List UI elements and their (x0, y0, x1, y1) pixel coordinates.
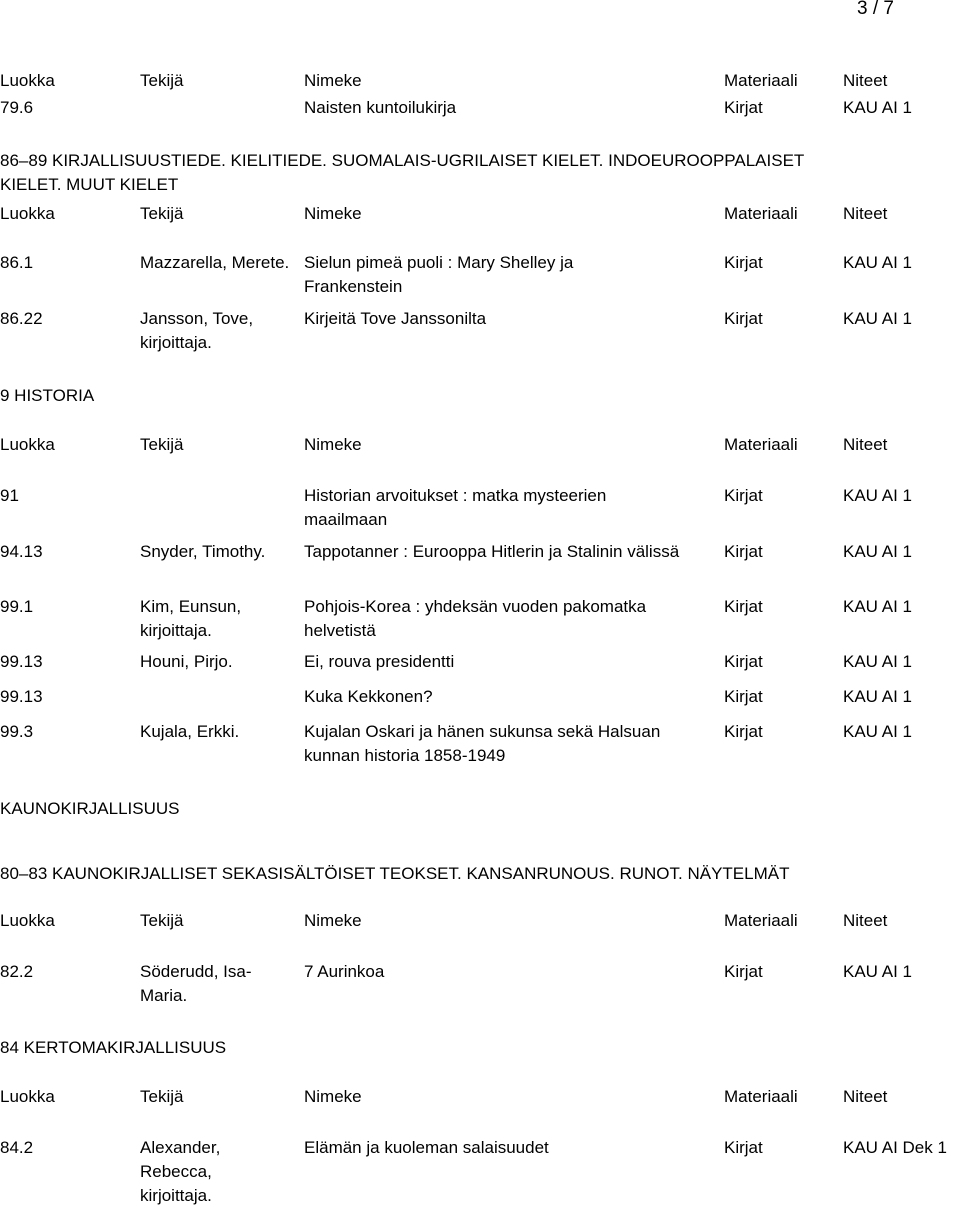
cell-niteet: KAU AI 1 (843, 253, 912, 272)
cell-nimeke: Naisten kuntoilukirja (304, 98, 457, 117)
header-niteet: Niteet (843, 204, 888, 223)
cell-materiaali: Kirjat (724, 597, 763, 616)
header-niteet: Niteet (843, 435, 888, 454)
cell-nimeke: Kujalan Oskari ja hänen sukunsa sekä Halsuan kunnan historia 1858-1949 (304, 722, 661, 765)
cell-tekija: Alexander, Rebecca, kirjoittaja. (140, 1138, 221, 1205)
cell-niteet: KAU AI 1 (843, 652, 912, 671)
cell-luokka: 82.2 (0, 962, 34, 981)
cell-materiaali: Kirjat (724, 652, 763, 671)
header-luokka: Luokka (0, 435, 55, 454)
cell-nimeke: Historian arvoitukset : matka mysteerien maailmaan (304, 486, 607, 529)
header-tekija: Tekijä (140, 71, 184, 90)
cell-niteet: KAU AI 1 (843, 98, 912, 117)
cell-materiaali: Kirjat (724, 253, 763, 272)
page-number: 3 / 7 (857, 0, 894, 19)
cell-tekija: Snyder, Timothy. (140, 542, 266, 561)
cell-tekija: Mazzarella, Merete. (140, 253, 290, 272)
section-heading: 9 HISTORIA (0, 386, 95, 405)
cell-tekija: Kujala, Erkki. (140, 722, 240, 741)
section-heading: 84 KERTOMAKIRJALLISUUS (0, 1038, 227, 1057)
header-nimeke: Nimeke (304, 1087, 362, 1106)
cell-luokka: 86.1 (0, 253, 34, 272)
cell-materiaali: Kirjat (724, 486, 763, 505)
header-tekija: Tekijä (140, 1087, 184, 1106)
cell-luokka: 99.13 (0, 652, 43, 671)
cell-niteet: KAU AI 1 (843, 542, 912, 561)
cell-luokka: 99.1 (0, 597, 34, 616)
header-niteet: Niteet (843, 1087, 888, 1106)
cell-luokka: 99.3 (0, 722, 34, 741)
header-niteet: Niteet (843, 71, 888, 90)
cell-materiaali: Kirjat (724, 98, 763, 117)
cell-luokka: 84.2 (0, 1138, 34, 1157)
header-materiaali: Materiaali (724, 204, 798, 223)
header-materiaali: Materiaali (724, 435, 798, 454)
cell-nimeke: Ei, rouva presidentti (304, 652, 455, 671)
header-nimeke: Nimeke (304, 71, 362, 90)
header-materiaali: Materiaali (724, 911, 798, 930)
cell-materiaali: Kirjat (724, 962, 763, 981)
header-luokka: Luokka (0, 911, 55, 930)
cell-materiaali: Kirjat (724, 309, 763, 328)
cell-nimeke: Tappotanner : Eurooppa Hitlerin ja Stalinin välissä (304, 542, 680, 561)
header-luokka: Luokka (0, 1087, 55, 1106)
cell-tekija: Kim, Eunsun, kirjoittaja. (140, 597, 242, 640)
cell-nimeke: Sielun pimeä puoli : Mary Shelley ja Frankenstein (304, 253, 574, 296)
cell-nimeke: Kirjeitä Tove Janssonilta (304, 309, 487, 328)
cell-luokka: 79.6 (0, 98, 34, 117)
header-luokka: Luokka (0, 71, 55, 90)
cell-materiaali: Kirjat (724, 542, 763, 561)
cell-niteet: KAU AI Dek 1 (843, 1138, 947, 1157)
section-heading: 80–83 KAUNOKIRJALLISET SEKASISÄLTÖISET TEOKSET. KANSANRUNOUS. RUNOT. NÄYTELMÄT (0, 864, 790, 883)
header-nimeke: Nimeke (304, 435, 362, 454)
cell-niteet: KAU AI 1 (843, 722, 912, 741)
header-nimeke: Nimeke (304, 204, 362, 223)
cell-luokka: 94.13 (0, 542, 43, 561)
header-materiaali: Materiaali (724, 71, 798, 90)
header-tekija: Tekijä (140, 911, 184, 930)
cell-materiaali: Kirjat (724, 722, 763, 741)
section-heading: 86–89 KIRJALLISUUSTIEDE. KIELITIEDE. SUOMALAIS-UGRILAISET KIELET. INDOEUROOPPALAISET KIELET. MUUT KIELET (0, 151, 804, 194)
cell-tekija: Jansson, Tove, kirjoittaja. (140, 309, 254, 352)
cell-niteet: KAU AI 1 (843, 687, 912, 706)
header-tekija: Tekijä (140, 435, 184, 454)
cell-materiaali: Kirjat (724, 1138, 763, 1157)
cell-nimeke: Elämän ja kuoleman salaisuudet (304, 1138, 549, 1157)
cell-nimeke: 7 Aurinkoa (304, 962, 385, 981)
cell-niteet: KAU AI 1 (843, 962, 912, 981)
cell-niteet: KAU AI 1 (843, 597, 912, 616)
section-heading: KAUNOKIRJALLISUUS (0, 799, 180, 818)
cell-materiaali: Kirjat (724, 687, 763, 706)
cell-luokka: 91 (0, 486, 19, 505)
cell-luokka: 86.22 (0, 309, 43, 328)
cell-tekija: Houni, Pirjo. (140, 652, 233, 671)
header-nimeke: Nimeke (304, 911, 362, 930)
header-tekija: Tekijä (140, 204, 184, 223)
cell-tekija: Söderudd, Isa-Maria. (140, 962, 252, 1005)
header-materiaali: Materiaali (724, 1087, 798, 1106)
cell-niteet: KAU AI 1 (843, 309, 912, 328)
header-luokka: Luokka (0, 204, 55, 223)
cell-nimeke: Kuka Kekkonen? (304, 687, 433, 706)
cell-luokka: 99.13 (0, 687, 43, 706)
cell-niteet: KAU AI 1 (843, 486, 912, 505)
header-niteet: Niteet (843, 911, 888, 930)
cell-nimeke: Pohjois-Korea : yhdeksän vuoden pakomatka helvetistä (304, 597, 647, 640)
